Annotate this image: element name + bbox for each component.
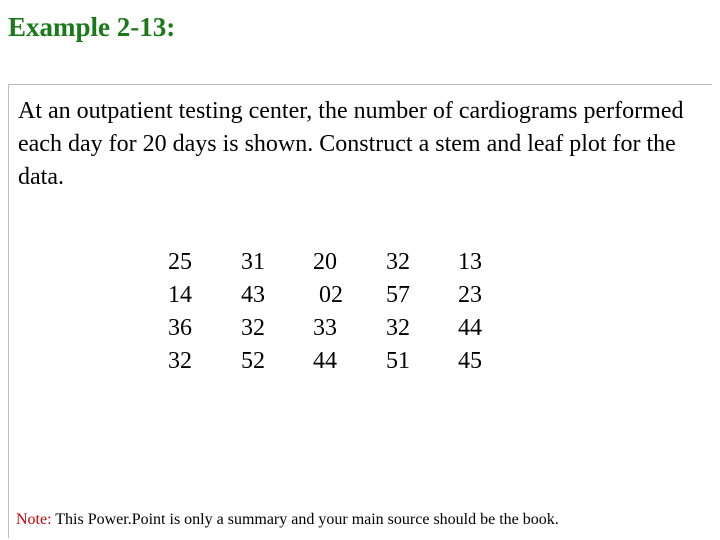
data-column-3 — [313, 246, 363, 378]
data-value: 23 — [458, 282, 482, 308]
data-value: 44 — [458, 315, 482, 341]
data-column-1 — [168, 246, 218, 378]
data-value: 31 — [241, 249, 265, 275]
data-value: 44 — [313, 348, 337, 374]
data-column-2 — [241, 246, 291, 378]
data-value: 32 — [241, 315, 265, 341]
data-value: 32 — [386, 315, 410, 341]
footnote — [16, 511, 559, 529]
problem-text: At an outpatient testing center, the number of cardiograms performed each day for 20 days is shown. Construct a stem and leaf plot for the data. — [18, 98, 684, 190]
slide-title: Example 2-13: — [8, 12, 176, 42]
data-value: 43 — [241, 282, 265, 308]
data-value: 36 — [168, 315, 192, 341]
data-column-5 — [458, 246, 508, 378]
data-value: 32 — [386, 249, 410, 275]
data-value: 02 — [313, 282, 343, 308]
data-value: 14 — [168, 282, 192, 308]
data-value: 32 — [168, 348, 192, 374]
data-value: 20 — [313, 249, 337, 275]
data-value: 13 — [458, 249, 482, 275]
footnote-text: This Power.Point is only a summary and your main source should be the book. — [51, 511, 559, 528]
data-value: 51 — [386, 348, 410, 374]
footnote-label: Note: — [16, 511, 52, 528]
data-value: 33 — [313, 315, 337, 341]
data-column-4 — [386, 246, 436, 378]
data-value: 57 — [386, 282, 410, 308]
data-value: 52 — [241, 348, 265, 374]
data-value: 45 — [458, 348, 482, 374]
data-value: 25 — [168, 249, 192, 275]
